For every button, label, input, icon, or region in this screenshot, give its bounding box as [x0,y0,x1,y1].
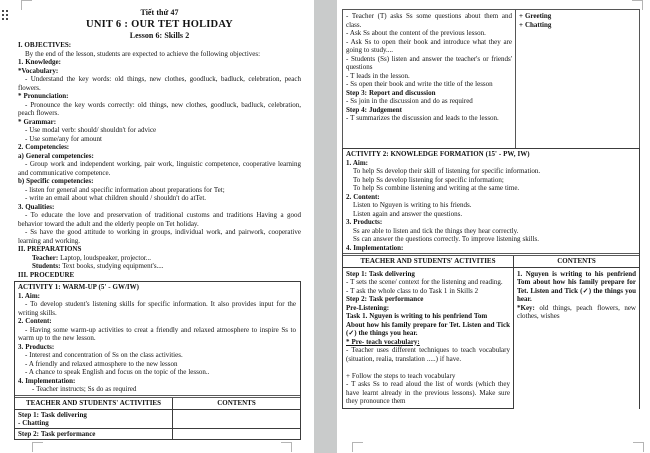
text-line: 3. Products: [346,218,383,226]
table-cell-contents [173,410,300,429]
text-line: Ss are able to listen and tick the things they hear correctly. [353,226,519,235]
text-line [346,363,510,372]
text-line: * Pre- teach vocabulary: [346,337,420,346]
crop-mark [32,442,43,452]
text-line: - Pronounce the key words correctly: old things, new clothes, goodluck, badluck, celebration, peach flowers. [18,100,301,117]
text-line: - Ss have the good attitude to working in groups, individual work, and pairwork, cooperative learning and working. [18,228,301,245]
text-line: Ss can answer the questions correctly. To improve listening skills. [353,235,540,243]
text-line: To help Ss develop listening for specific information; [353,175,504,184]
text-line: Step 1: Task delivering [18,410,87,419]
table-cell-contents [516,10,639,148]
table-cell-contents [173,429,300,439]
dot [6,14,8,16]
text-line: a) General competencies: [18,151,94,160]
text-line: - T sets the scene/ context for the listening and reading. [346,278,503,286]
drag-handle-icon[interactable] [2,10,8,20]
page1-title-block [14,8,301,41]
dot [6,18,8,20]
text-line: - To educate the love and preservation of traditional customs and traditions Having a good behavior toward the adult and the elderly people on Tet holiday. [18,211,301,228]
dot [2,10,4,12]
dot [6,10,8,12]
text-line: Task 1. Nguyen is writing to his penfriend Tom [346,312,488,320]
text-line: 1. Knowledge: [18,58,61,66]
text-line: Step 4: Judgement [346,105,403,114]
text-line: + Greeting [519,12,552,20]
table-header-activities: TEACHER AND STUDENTS' ACTIVITIES [15,398,173,410]
text-line: Step 3: Report and discussion [346,88,436,97]
text-line: Listen to Nguyen is writing to his friends. [353,201,472,209]
text-line: - T leads in the lesson. [346,71,410,80]
crop-mark [632,0,643,10]
dot [2,18,4,20]
text-line: - Ask Ss to open their book and introduce what they are going to study.... [346,37,512,54]
text-line: - Teacher (T) asks Ss some questions about them and class. [346,12,512,29]
text-line: - write an email about what children should / shouldn't do atTet. [25,194,207,202]
activity2-box [342,148,640,409]
text-line: + Chatting [519,20,552,29]
activity1-box [14,281,301,440]
text-line: To help Ss combine listening and writing at the same time. [353,184,520,192]
text-line: - Understand the key words: old things, new clothes, goodluck, badluck, celebration, peach flowers. [18,75,301,92]
crop-mark [21,0,32,10]
section-preparations: II. PREPARATIONS [18,245,82,253]
text-line: By the end of the lesson, students are expected to achieve the following objectives: [25,49,261,58]
page1-content [0,0,314,440]
text-line: - A friendly and relaxed atmosphere to the new lesson [25,359,178,368]
text-line: b) Specific competencies: [18,177,94,185]
activity1-table [15,395,300,439]
activity2-text [343,149,639,253]
text-line: - Teacher instructs; Ss do as required [32,385,137,393]
table-cell-activities [343,268,514,409]
text-line: *Key: old things, peach flowers, new clothes, wishes [517,303,636,320]
text-line: Students: Text books, studying equipment's.... [32,262,164,270]
activity1-heading: ACTIVITY 1: WARM-UP (5' - GW/IW) [18,283,139,291]
text-line: 4. Implementation: [18,376,76,385]
text-line: - T summarizes the discussion and leads to the lesson. [346,114,499,122]
text-line: * Grammar: [18,117,57,126]
table-cell-activities [343,10,516,148]
text-line: - A chance to speak English and focus on the topic of the lesson.. [25,368,210,376]
text-line: 2. Competencies: [18,143,70,151]
crop-mark [633,442,644,452]
text-line: - Chatting [18,419,49,427]
text-line: 1. Aim: [18,291,40,300]
page-1 [0,0,314,453]
page1-body [14,41,301,279]
activity2-heading: ACTIVITY 2: KNOWLEDGE FORMATION (15' - PW, IW) [346,150,530,158]
activity1-text [15,282,300,395]
text-line: Pre-Listening: [346,303,390,312]
text-line: 2. Content: [346,192,380,201]
text-line: - Students (Ss) listen and answer the teacher's or friends' questions [346,54,512,71]
text-line: - listen for general and specific information about preparations for Tet; [25,185,225,194]
activity2-table [343,253,639,409]
text-line: To help Ss develop their skill of listening for specific information. [353,167,541,175]
text-line: 1. Aim: [346,158,368,167]
section-objectives: I. OBJECTIVES: [18,41,72,49]
text-line: - Group work and independent working, pair work, linguistic competence, cooperative learning and communicative competence. [18,160,301,177]
text-line: - Teacher uses different techniques to teach vocabulary (situation, realia, translation .....) if have. [346,346,510,363]
table-header-contents: CONTENTS [514,256,639,268]
text-line: 3. Products: [18,342,55,351]
lesson-title: Lesson 6: Skills 2 [129,31,190,40]
text-line: - To develop student's listening skills for specific information. It also provides input for the writing skills. [18,300,296,317]
text-line: 3. Qualities: [18,202,55,211]
crop-mark [281,442,292,452]
text-line: - T ask the whole class to do Task 1 in Skills 2 [346,286,479,295]
text-line: - Ss join in the discussion and do as required [346,97,473,105]
text-line: - Interest and concentration of Ss on the class activities. [25,351,183,359]
text-line: 1. Nguyen is writing to his penfriend Tom about how his family prepare for Tet. Listen and Tick (✓) the things you hear. [517,269,636,303]
section-procedure: III. PROCEDURE [18,270,75,279]
text-line: Listen again and answer the questions. [353,209,463,218]
table-cell-activities [15,410,173,429]
text-line: Step 2: Task performance [18,429,96,438]
text-line: 4. Implementation: [346,243,404,252]
dot [2,14,4,16]
text-line: - T asks Ss to read aloud the list of words (which they have learnt already in the previous lessons). Make sure they pronounce them [346,380,510,405]
period-number: Tiết thứ 47 [140,8,179,17]
text-line: *Vocabulary: [18,66,59,75]
unit-title: UNIT 6 : OUR TET HOLIDAY [86,19,233,30]
table-header-contents: CONTENTS [173,398,300,410]
table-header-activities: TEACHER AND STUDENTS' ACTIVITIES [343,256,514,268]
table-cell-activities [15,429,173,439]
text-line: - Use modal verb: should/ shouldn't for advice [25,126,157,134]
warmup-table-continued [342,9,640,149]
text-line: - Ask Ss about the content of the previous lesson. [346,29,486,37]
text-line: 2. Content: [18,317,52,325]
table-cell-contents [514,268,639,409]
text-line: Teacher: Laptop, loudspeaker, projector... [32,253,152,262]
text-line: - Having some warm-up activities to creat a friendly and relaxed atmosphere to inspire Ss to warm up to the new lesson. [18,325,296,342]
page-2 [337,0,650,453]
text-line: - Ss open their book and write the title of the lesson [346,80,493,88]
text-line: Step 2: Task performance [346,295,424,303]
crop-mark [352,442,363,452]
text-line: * Pronunciation: [18,92,69,100]
text-line: + Follow the steps to teach vocabulary [346,371,456,380]
text-line: About how his family prepare for Tet. Listen and Tick (✓) the things you hear. [346,320,510,337]
page2-content [337,0,650,409]
text-line: Step 1: Task delivering [346,269,415,278]
text-line: - Use some/any for amount [25,134,103,143]
